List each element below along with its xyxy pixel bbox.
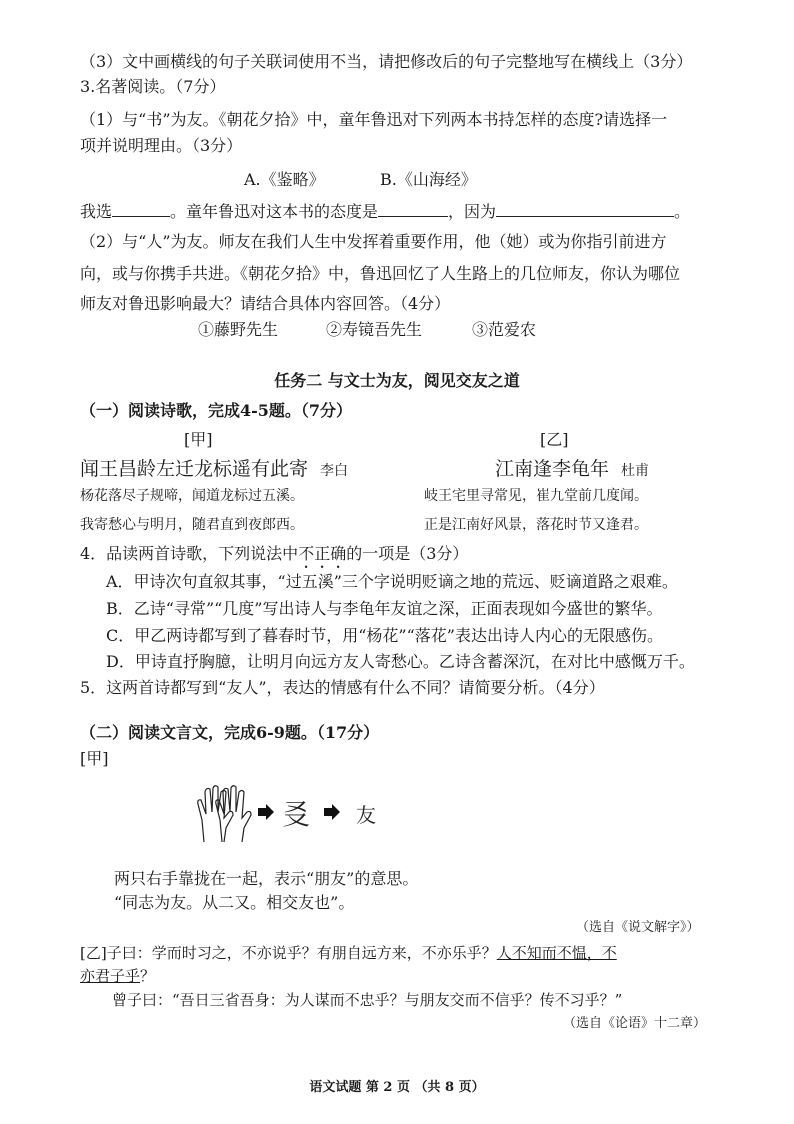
- yi-source: （选自《论语》十二章）: [563, 1016, 707, 1031]
- teacher-3: ③范爱农: [472, 320, 537, 339]
- zeng-text: 曾子曰：“吾日三省吾身：为人谋而不忠乎？与朋友交而不信乎？传不习乎？”: [112, 991, 623, 1009]
- q3-title: 3.名著阅读。（7分）: [80, 77, 226, 96]
- hands-illustration: [196, 782, 396, 846]
- poem-b-label: [乙]: [540, 430, 569, 449]
- q4-option-c: C．甲乙两诗都写到了暮春时节，用“杨花”“落花”表达出诗人内心的无限感伤。: [106, 626, 663, 645]
- arrow-right-icon: [258, 804, 274, 820]
- q4-stem-pre: 4．品读两首诗歌，下列说法中: [80, 544, 299, 563]
- poem-a-heading: [80, 454, 348, 481]
- answer-blank-choice[interactable]: [112, 202, 170, 217]
- poem-a-label: [甲]: [184, 430, 213, 449]
- teacher-2: ②寿镜吾先生: [326, 320, 423, 339]
- jia-source: （选自《说文解字》）: [576, 920, 700, 935]
- ancient-glyph: 㕛: [282, 798, 311, 831]
- q3-1-line1: （1）与“书”为友。《朝花夕拾》中，童年鲁迅对下列两本书持怎样的态度?请选择一: [80, 110, 668, 129]
- poem-b-author: 杜甫: [621, 463, 650, 479]
- q3-2-line3: 师友对鲁迅影响最大？请结合具体内容回答。（4分）: [80, 294, 451, 313]
- fill-text-4: 。: [674, 202, 691, 221]
- jia-text-1: 两只右手靠拢在一起，表示“朋友”的意思。: [114, 869, 419, 888]
- answer-blank-reason[interactable]: [496, 202, 674, 217]
- modern-glyph: 友: [356, 803, 376, 827]
- q3-3-text: （3）文中画横线的句子关联词使用不当，请把修改后的句子完整地写在横线上（3分）: [80, 52, 693, 71]
- answer-blank-attitude[interactable]: [378, 202, 448, 217]
- task2-title: 任务二 与文士为友，阅见交友之道: [274, 371, 520, 390]
- q3-2-line1: （2）与“人”为友。师友在我们人生中发挥着重要作用，他（她）或为你指引前进方: [80, 232, 667, 251]
- poem-b-heading: [495, 454, 649, 481]
- poem-b-line1: 岐王宅里寻常见，崔九堂前几度闻。: [424, 488, 648, 504]
- q4-stem-post: 的一项是（3分）: [346, 544, 469, 563]
- yi-line2: [80, 966, 155, 986]
- section1-title: （一）阅读诗歌，完成4-5题。（7分）: [80, 401, 353, 420]
- page-footer: 语文试题 第 2 页 （共 8 页）: [309, 1080, 485, 1095]
- arrow-right-icon: [324, 804, 340, 820]
- q4-option-a: A．甲诗次句直叙其事，“过五溪”三个字说明贬谪之地的荒远、贬谪道路之艰难。: [106, 572, 678, 591]
- section2-title: （二）阅读文言文，完成6-9题。（17分）: [80, 723, 380, 742]
- q4-stem-emphasis: 不正确: [298, 544, 347, 563]
- fill-text-2: 。童年鲁迅对这本书的态度是: [170, 202, 379, 221]
- jia-label: [甲]: [80, 749, 109, 768]
- poem-a-line1: 杨花落尽子规啼，闻道龙标过五溪。: [80, 488, 304, 504]
- yi-line1: [80, 943, 617, 963]
- q4-option-d: D．甲诗直抒胸臆，让明月向远方友人寄愁心。乙诗含蓄深沉，在对比中感慨万千。: [106, 652, 695, 671]
- q3-2-line2: 向，或与你携手共进。《朝花夕拾》中，鲁迅回忆了人生路上的几位师友，你认为哪位: [80, 264, 681, 283]
- yi-text-post: ？: [140, 967, 156, 985]
- fill-line: [80, 202, 690, 222]
- q4-stem: [80, 544, 468, 572]
- poem-a-title: 闻王昌龄左迁龙标遥有此寄: [80, 458, 309, 480]
- jia-text-2: “同志为友。从二又。相交友也”。: [114, 893, 355, 912]
- q4-option-b: B．乙诗“寻常”“几度”写出诗人与李龟年友谊之深，正面表现如今盛世的繁华。: [106, 599, 663, 618]
- yi-underlined-2: 亦君子乎: [80, 967, 141, 985]
- option-b: B.《山海经》: [380, 170, 477, 189]
- yi-underlined-1: 人不知而不愠，不: [496, 944, 617, 962]
- poem-b-title: 江南逢李龟年: [495, 458, 610, 480]
- yi-text-pre: [乙]子曰：学而时习之，不亦说乎？有朋自远方来，不亦乐乎？: [80, 944, 497, 962]
- teacher-1: ①藤野先生: [198, 320, 279, 339]
- q5-text: 5．这两首诗都写到“友人”，表达的情感有什么不同？请简要分析。（4分）: [80, 678, 605, 697]
- fill-text-1: 我选: [80, 202, 113, 221]
- poem-a-line2: 我寄愁心与明月，随君直到夜郎西。: [80, 517, 304, 533]
- poem-b-line2: 正是江南好风景，落花时节又逢君。: [424, 517, 648, 533]
- fill-text-3: ，因为: [448, 202, 497, 221]
- q3-1-line2: 项并说明理由。（3分）: [80, 136, 243, 155]
- two-hands-drawing: [198, 786, 251, 842]
- option-a: A.《鉴略》: [244, 170, 325, 189]
- poem-a-author: 李白: [320, 463, 349, 479]
